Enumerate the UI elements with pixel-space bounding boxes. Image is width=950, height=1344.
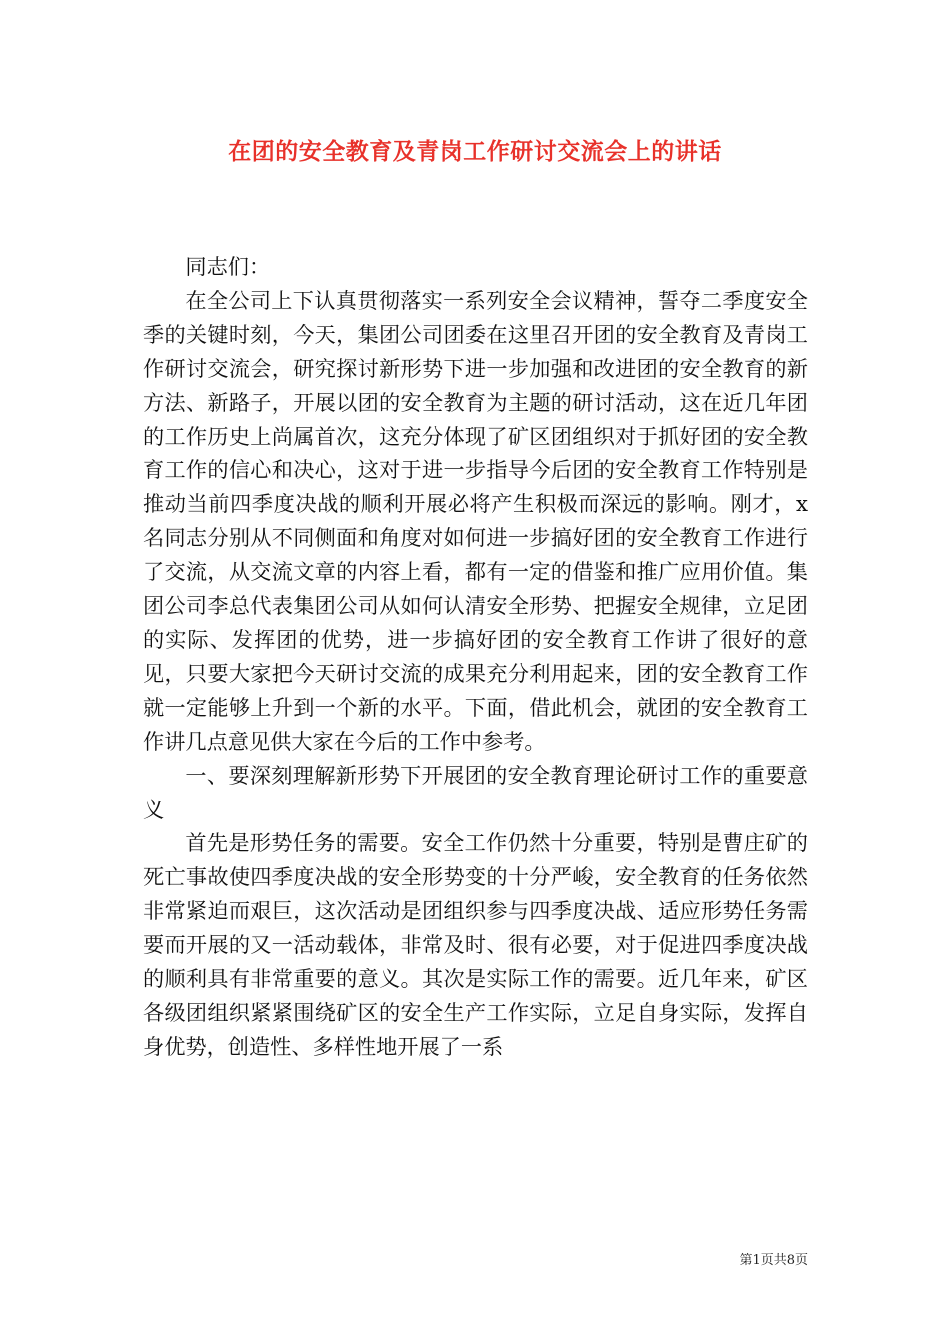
salutation: 同志们：	[185, 254, 271, 279]
body-paragraph: 首先是形势任务的需要。安全工作仍然十分重要，特别是曹庄矿的死亡事故使四季度决战的安全形势变的十分严峻，安全教育的任务依然非常紧迫而艰巨，这次活动是团组织参与四季度决战、适应形势任务需要而开展的又一活动载体，非常及时、很有必要，对于促进四季度决战的顺利具有非常重要的意义。其次是实际工作的需要。近几年来，矿区各级团组织紧紧围绕矿区的安全生产工作实际，立足自身实际，发挥自身优势，创造性、多样性地开展了一系	[143, 830, 808, 1059]
document-title: 在团的安全教育及青岗工作研讨交流会上的讲话	[228, 138, 722, 165]
page-number: 第1页共8页	[739, 1253, 808, 1268]
document-body	[143, 250, 808, 1064]
body-paragraph: 在全公司上下认真贯彻落实一系列安全会议精神，誓夺二季度安全季的关键时刻，今天，集团公司团委在这里召开团的安全教育及青岗工作研讨交流会，研究探讨新形势下进一步加强和改进团的安全教育的新方法、新路子，开展以团的安全教育为主题的研讨活动，这在近几年团的工作历史上尚属首次，这充分体现了矿区团组织对于抓好团的安全教育工作的信心和决心，这对于进一步指导今后团的安全教育工作特别是推动当前四季度决战的顺利开展必将产生积极而深远的影响。刚才，x名同志分别从不同侧面和角度对如何进一步搞好团的安全教育工作进行了交流，从交流文章的内容上看，都有一定的借鉴和推广应用价值。集团公司李总代表集团公司从如何认清安全形势、把握安全规律，立足团的实际、发挥团的优势，进一步搞好团的安全教育工作讲了很好的意见，只要大家把今天研讨交流的成果充分利用起来，团的安全教育工作就一定能够上升到一个新的水平。下面，借此机会，就团的安全教育工作讲几点意见供大家在今后的工作中参考。	[143, 287, 808, 754]
section-heading: 一、要深刻理解新形势下开展团的安全教育理论研讨工作的重要意义	[143, 762, 808, 822]
